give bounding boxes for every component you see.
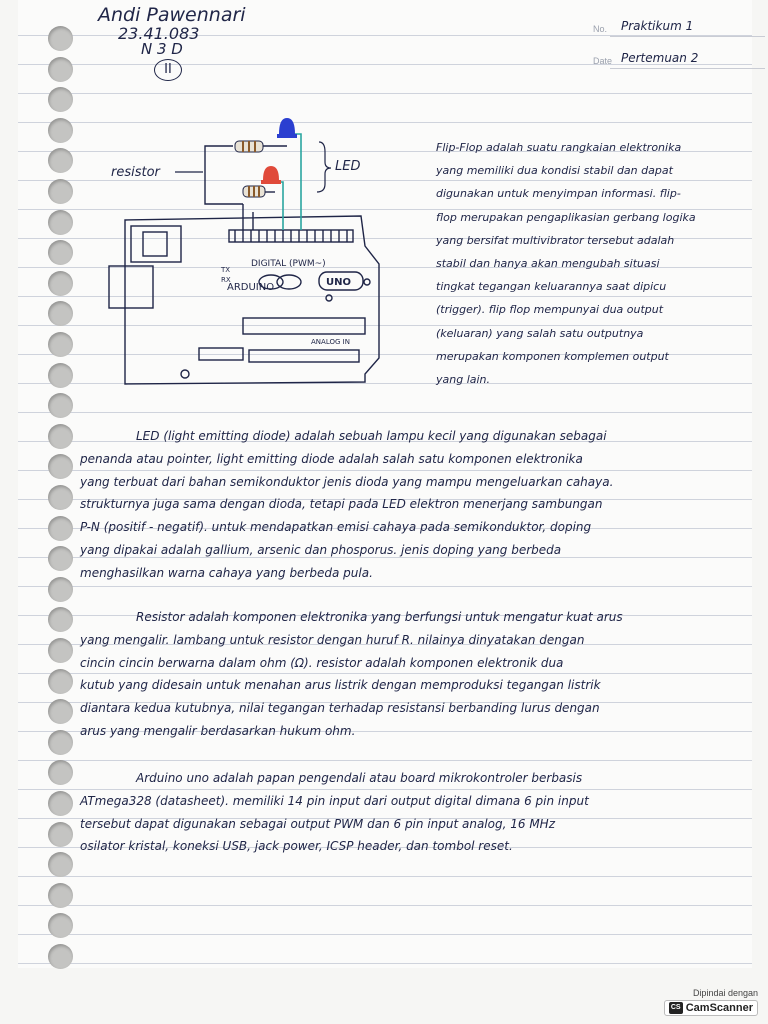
text-line: P-N (positif - negatif). untuk mendapatkan emisi cahaya pada semikonduktor, doping — [80, 520, 592, 535]
binder-hole — [48, 363, 73, 388]
binder-hole — [48, 669, 73, 694]
arduino-circuit-drawing — [103, 112, 393, 387]
text-line: digunakan untuk menyimpan informasi. flip- — [436, 187, 681, 201]
binder-hole — [48, 393, 73, 418]
binder-hole — [48, 57, 73, 82]
roman-number-circle: II — [154, 59, 182, 81]
binder-hole — [48, 546, 73, 571]
text-line: ATmega328 (datasheet). memiliki 14 pin input dari output digital dimana 6 pin input — [80, 793, 589, 808]
date-underline — [610, 68, 765, 69]
resistor-bottom — [243, 186, 265, 197]
text-line: arus yang mengalir berdasarkan hukum ohm. — [80, 723, 356, 738]
reset-button — [143, 232, 167, 256]
binder-hole — [48, 454, 73, 479]
resistor-top — [235, 141, 263, 152]
text-line: stabil dan hanya akan mengubah situasi — [436, 256, 660, 270]
text-line: yang dipakai adalah gallium, arsenic dan phosporus. jenis doping yang berbeda — [80, 542, 562, 557]
no-underline — [610, 36, 765, 37]
text-line: merupakan komponen komplemen output — [436, 349, 669, 363]
text-line: yang terbuat dari bahan semikonduktor jenis dioda yang mampu mengeluarkan cahaya. — [80, 474, 614, 489]
binder-hole — [48, 883, 73, 908]
binder-hole — [48, 607, 73, 632]
tx-label: TX — [221, 266, 231, 274]
date-label: Date — [593, 56, 613, 66]
rx-label: RX — [221, 276, 231, 284]
binder-hole — [48, 822, 73, 847]
wire-led1 — [291, 134, 301, 230]
binder-hole — [48, 730, 73, 755]
binder-hole — [48, 332, 73, 357]
wire-led2 — [273, 182, 283, 230]
no-label: No. — [593, 24, 608, 34]
power-jack — [109, 266, 153, 308]
text-line: tersebut dapat digunakan sebagai output PWM dan 6 pin input analog, 16 MHz — [80, 816, 555, 831]
binder-hole — [48, 301, 73, 326]
text-line: yang mengalir. lambang untuk resistor dengan huruf R. nilainya dinyatakan dengan — [80, 632, 585, 647]
text-line: (trigger). flip flop mempunyai dua output — [436, 303, 664, 317]
flipflop-paragraph — [436, 136, 696, 391]
binder-hole — [48, 760, 73, 785]
led-paragraph — [80, 425, 613, 585]
digital-label: DIGITAL (PWM~) — [251, 259, 326, 269]
text-line: LED (light emitting diode) adalah sebuah lampu kecil yang digunakan sebagai — [136, 429, 607, 443]
text-line: (keluaran) yang salah satu outputnya — [436, 326, 644, 340]
power-header — [199, 348, 243, 360]
text-line: Flip-Flop adalah suatu rangkaian elektronika — [436, 141, 682, 154]
led-red-icon — [261, 166, 281, 184]
watermark-caption: Dipindai dengan — [692, 988, 758, 998]
text-line: kutub yang didesain untuk menahan arus listrik dengan memproduksi tegangan listrik — [80, 678, 601, 693]
binder-holes — [48, 0, 78, 968]
binder-hole — [48, 271, 73, 296]
led-label: LED — [335, 159, 361, 174]
text-line: strukturnya juga sama dengan dioda, tetapi pada LED elektron menerjang sambungan — [80, 497, 603, 512]
binder-hole — [48, 791, 73, 816]
text-line: menghasilkan warna cahaya yang berbeda pula. — [80, 565, 373, 580]
text-line: yang lain. — [436, 372, 491, 386]
resistor-label: resistor — [111, 165, 160, 180]
date-value: Pertemuan 2 — [621, 51, 699, 65]
camscanner-badge — [664, 1000, 758, 1016]
analog-in-label: ANALOG IN — [311, 338, 350, 346]
text-line: tingkat tegangan keluarannya saat dipicu — [436, 280, 667, 294]
notebook-page — [18, 0, 752, 968]
binder-hole — [48, 26, 73, 51]
text-line: flop merupakan pengaplikasian gerbang logika — [436, 210, 696, 224]
binder-hole — [48, 638, 73, 663]
wire-loop — [205, 146, 243, 204]
class-code: N 3 D — [141, 40, 183, 58]
binder-hole — [48, 944, 73, 969]
board-outline — [125, 216, 379, 384]
binder-hole — [48, 699, 73, 724]
text-line: yang bersifat multivibrator tersebut adalah — [436, 233, 675, 247]
resistor-paragraph — [80, 606, 623, 743]
arduino-label: ARDUINO — [227, 282, 275, 293]
binder-hole — [48, 424, 73, 449]
arduino-paragraph — [80, 767, 589, 858]
camscanner-watermark — [664, 988, 758, 1016]
student-name: Andi Pawennari — [98, 4, 246, 26]
binder-hole — [48, 852, 73, 877]
analog-header — [249, 350, 359, 362]
camscanner-brand: CamScanner — [685, 1002, 753, 1014]
text-line: penanda atau pointer, light emitting diode adalah salah satu komponen elektronika — [80, 451, 583, 466]
atmega-chip — [243, 318, 365, 334]
binder-hole — [48, 240, 73, 265]
binder-hole — [48, 577, 73, 602]
text-line: Arduino uno adalah papan pengendali atau board mikrokontroler berbasis — [136, 771, 583, 785]
uno-label: UNO — [326, 277, 351, 288]
binder-hole — [48, 210, 73, 235]
text-line: cincin cincin berwarna dalam ohm (Ω). resistor adalah komponen elektronik dua — [80, 655, 564, 670]
student-id: 23.41.083 — [118, 24, 200, 43]
binder-hole — [48, 516, 73, 541]
binder-hole — [48, 913, 73, 938]
text-line: diantara kedua kutubnya, nilai tegangan terhadap resistansi berbanding lurus dengan — [80, 701, 600, 716]
text-line: Resistor adalah komponen elektronika yang berfungsi untuk mengatur kuat arus — [136, 610, 623, 624]
binder-hole — [48, 179, 73, 204]
binder-hole — [48, 87, 73, 112]
binder-hole — [48, 148, 73, 173]
text-line: yang memiliki dua kondisi stabil dan dapat — [436, 164, 673, 178]
text-line: osilator kristal, koneksi USB, jack power, ICSP header, dan tombol reset. — [80, 839, 513, 854]
binder-hole — [48, 485, 73, 510]
no-value: Praktikum 1 — [621, 19, 694, 33]
binder-hole — [48, 118, 73, 143]
led-blue-icon — [277, 118, 297, 138]
camscanner-logo-icon: CS — [669, 1002, 683, 1014]
